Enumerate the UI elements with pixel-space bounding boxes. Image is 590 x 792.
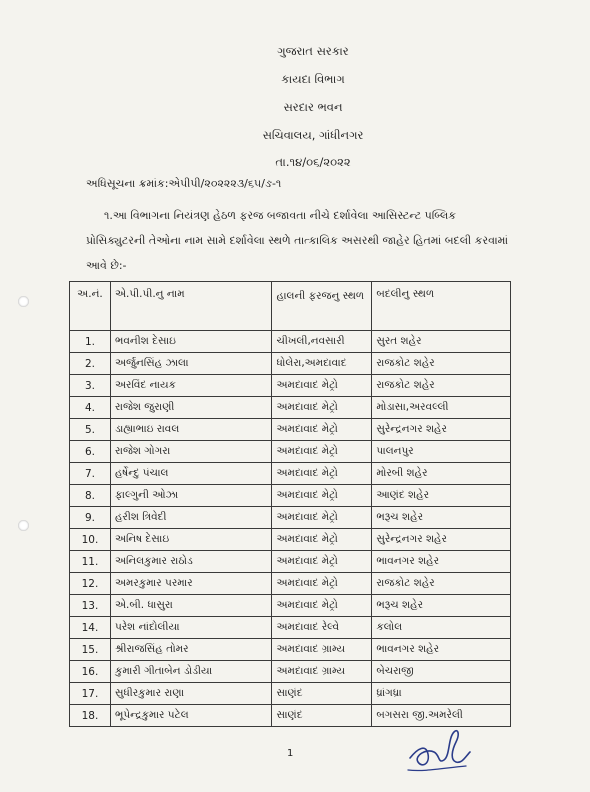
row-serial: 13.	[70, 595, 111, 617]
table-row	[70, 375, 511, 397]
row-serial: 15.	[70, 639, 111, 661]
table-header-row	[70, 282, 511, 331]
table-body	[70, 331, 511, 727]
row-name: અરવિંદ નાયક	[110, 375, 272, 397]
row-name: શ્રીરાજસિંહ તોમર	[110, 639, 272, 661]
header-date: તા.૧૪/૦૬/૨૦૨૨	[275, 155, 351, 169]
table-row	[70, 573, 511, 595]
row-name: સુધીરકુમાર રાણા	[110, 683, 272, 705]
row-current-post: ચીખલી,નવસારી	[272, 331, 372, 353]
row-current-post: અમદાવાદ રેલ્વે	[272, 617, 372, 639]
table-row	[70, 419, 511, 441]
row-current-post: અમદાવાદ મેટ્રો	[272, 551, 372, 573]
header-serial: અ.નં.	[70, 282, 111, 331]
row-current-post: અમદાવાદ મેટ્રો	[272, 485, 372, 507]
row-name: અમરકુમાર પરમાર	[110, 573, 272, 595]
table-row	[70, 485, 511, 507]
punch-hole-bottom	[18, 520, 29, 531]
row-name: ભવનીશ દેસાઇ	[110, 331, 272, 353]
header-address: સચિવાલય, ગાંધીનગર	[262, 128, 364, 142]
table-row	[70, 507, 511, 529]
notification-reference: અધિસૂચના ક્રમાંક:એપીપી/૨૦૨૨૨૩/૬૫/ઙ-૧	[86, 177, 282, 190]
table-row	[70, 397, 511, 419]
header-department: કાયદા વિભાગ	[281, 72, 345, 86]
table-row	[70, 463, 511, 485]
row-serial: 5.	[70, 419, 111, 441]
row-serial: 10.	[70, 529, 111, 551]
header-name: એ.પી.પી.નુ નામ	[110, 282, 272, 331]
table-row	[70, 331, 511, 353]
row-serial: 17.	[70, 683, 111, 705]
row-transfer-post: ધ્રાંગધ્રા	[372, 683, 511, 705]
row-transfer-post: સુરત શહેર	[372, 331, 511, 353]
row-name: ડાહ્યાભાઇ રાવલ	[110, 419, 272, 441]
row-current-post: સાણંદ	[272, 705, 372, 727]
table-row	[70, 595, 511, 617]
row-serial: 8.	[70, 485, 111, 507]
row-current-post: અમદાવાદ મેટ્રો	[272, 463, 372, 485]
table-row	[70, 639, 511, 661]
table-row	[70, 683, 511, 705]
row-transfer-post: રાજકોટ શહેર	[372, 375, 511, 397]
header-building: સરદાર ભવન	[283, 100, 343, 114]
row-serial: 6.	[70, 441, 111, 463]
row-serial: 14.	[70, 617, 111, 639]
page-number: 1	[287, 748, 294, 759]
row-current-post: અમદાવાદ ગ્રામ્ય	[272, 639, 372, 661]
header-current-post: હાલની ફરજનુ સ્થળ	[272, 282, 372, 331]
row-current-post: અમદાવાદ મેટ્રો	[272, 375, 372, 397]
row-transfer-post: રાજકોટ શહેર	[372, 573, 511, 595]
table-row	[70, 551, 511, 573]
row-transfer-post: આણંદ શહેર	[372, 485, 511, 507]
row-current-post: અમદાવાદ મેટ્રો	[272, 573, 372, 595]
row-transfer-post: પાલનપુર	[372, 441, 511, 463]
row-transfer-post: સુરેન્દ્રનગર શહેર	[372, 419, 511, 441]
table-row	[70, 529, 511, 551]
row-transfer-post: સુરેન્દ્રનગર શહેર	[372, 529, 511, 551]
row-transfer-post: બેચરાજી	[372, 661, 511, 683]
row-current-post: અમદાવાદ મેટ્રો	[272, 595, 372, 617]
punch-hole-top	[18, 296, 29, 307]
header-transfer-post: બદલીનુ સ્થળ	[372, 282, 511, 331]
row-serial: 16.	[70, 661, 111, 683]
row-name: ફાલ્ગુની ઓઝા	[110, 485, 272, 507]
transfer-table	[69, 281, 511, 727]
header-government: ગુજરાત સરકાર	[277, 44, 349, 58]
row-transfer-post: મોડાસા,અરવલ્લી	[372, 397, 511, 419]
row-current-post: અમદાવાદ મેટ્રો	[272, 529, 372, 551]
row-serial: 7.	[70, 463, 111, 485]
row-serial: 1.	[70, 331, 111, 353]
row-serial: 4.	[70, 397, 111, 419]
row-serial: 12.	[70, 573, 111, 595]
row-current-post: અમદાવાદ મેટ્રો	[272, 397, 372, 419]
row-current-post: અમદાવાદ ગ્રામ્ય	[272, 661, 372, 683]
row-name: રાજેશ જુરાણી	[110, 397, 272, 419]
row-transfer-post: રાજકોટ શહેર	[372, 353, 511, 375]
row-transfer-post: મોરબી શહેર	[372, 463, 511, 485]
row-name: અનિલકુમાર રાઠોડ	[110, 551, 272, 573]
table-row	[70, 617, 511, 639]
row-name: અનિષ દેસાઇ	[110, 529, 272, 551]
signature	[404, 718, 474, 778]
row-serial: 9.	[70, 507, 111, 529]
row-current-post: અમદાવાદ મેટ્રો	[272, 419, 372, 441]
row-current-post: અમદાવાદ મેટ્રો	[272, 507, 372, 529]
row-transfer-post: ભાવનગર શહેર	[372, 639, 511, 661]
row-serial: 2.	[70, 353, 111, 375]
table-row	[70, 441, 511, 463]
row-transfer-post: કલોલ	[372, 617, 511, 639]
row-name: ભૂપેન્દ્રકુમાર પટેલ	[110, 705, 272, 727]
row-name: કુમારી ગીતાબેન ડોડીયા	[110, 661, 272, 683]
row-serial: 3.	[70, 375, 111, 397]
row-name: હર્ષેન્દુ પંચાલ	[110, 463, 272, 485]
row-name: અર્જુનસિંહ ઝાલા	[110, 353, 272, 375]
paragraph-text: ૧.આ વિભાગના નિયંત્રણ હેઠળ ફરજ બજાવતા નીચે દર્શાવેલા આસિસ્ટન્ટ પબ્લિક પ્રોસિક્યુટરની તેઓના નામ સામે દર્શાવેલા સ્થળે તાત્કાલિક અસરથી જાહેર હિતમાં બદલી કરવામાં આવે છે:-	[86, 209, 509, 272]
row-current-post: ધોલેરા,અમદાવાદ	[272, 353, 372, 375]
row-name: રાજેશ ગોગરા	[110, 441, 272, 463]
row-name: પરેશ નાંદોલીયા	[110, 617, 272, 639]
row-transfer-post: બગસરા જી.અમરેલી	[372, 705, 511, 727]
table-row	[70, 661, 511, 683]
row-transfer-post: ભાવનગર શહેર	[372, 551, 511, 573]
row-transfer-post: ભરૂચ શહેર	[372, 507, 511, 529]
row-serial: 18.	[70, 705, 111, 727]
row-current-post: સાણંદ	[272, 683, 372, 705]
row-serial: 11.	[70, 551, 111, 573]
row-name: હરીશ ત્રિવેદી	[110, 507, 272, 529]
row-transfer-post: ભરૂચ શહેર	[372, 595, 511, 617]
notification-paragraph	[86, 203, 516, 278]
row-current-post: અમદાવાદ મેટ્રો	[272, 441, 372, 463]
row-name: એ.બી. ધાસુરા	[110, 595, 272, 617]
table-row	[70, 353, 511, 375]
